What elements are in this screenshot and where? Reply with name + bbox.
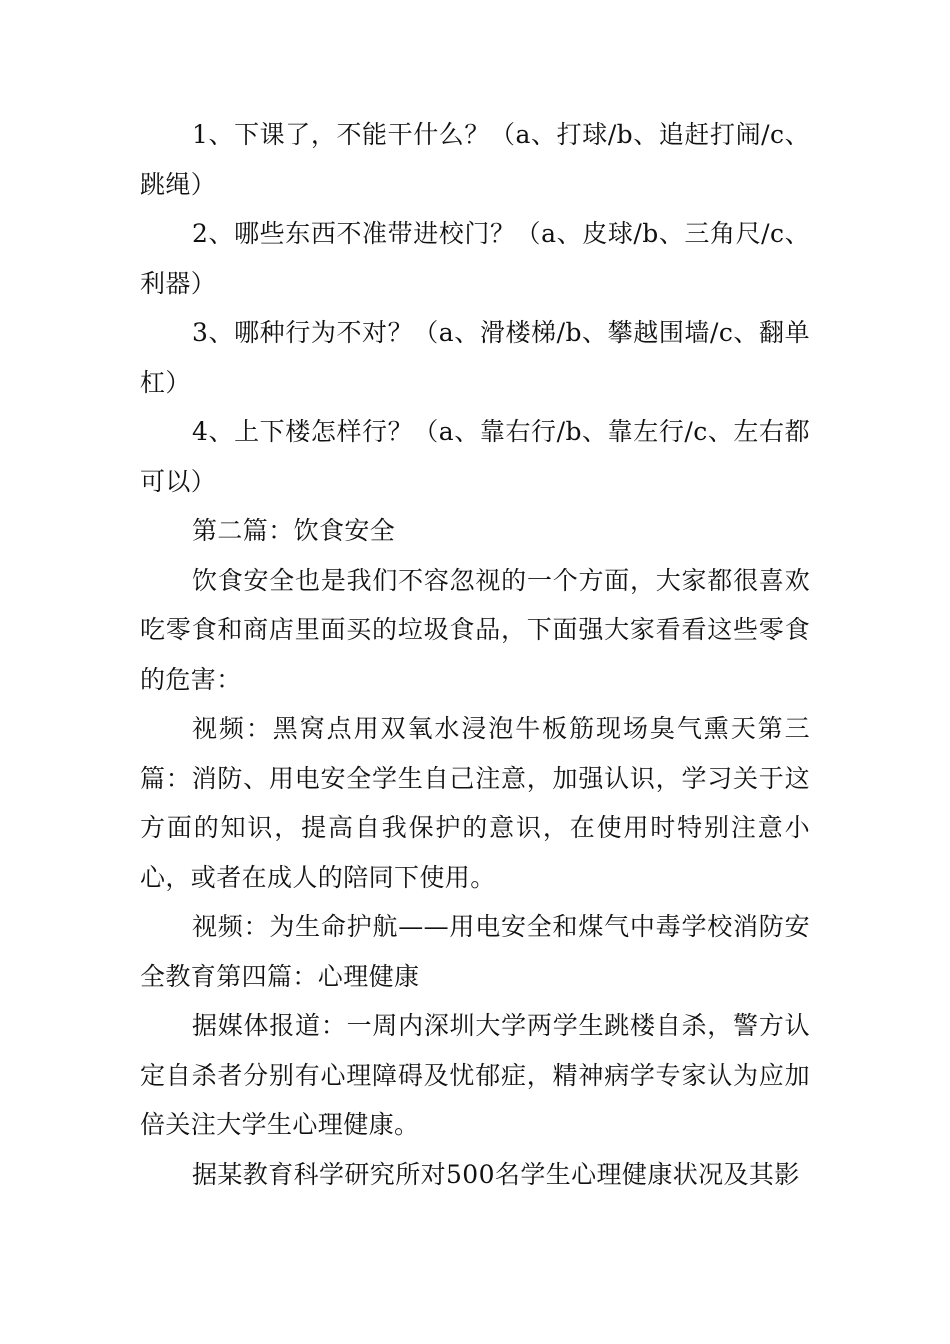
paragraph-video-electric-safety: 视频：为生命护航——用电安全和煤气中毒学校消防安全教育第四篇：心理健康 — [140, 912, 810, 991]
question-3: 3、哪种行为不对？（a、滑楼梯/b、攀越围墙/c、翻单杠） — [140, 318, 810, 397]
paragraph-video-fire-safety: 视频：黑窝点用双氧水浸泡牛板筋现场臭气熏天第三篇：消防、用电安全学生自己注意，加强认识，学习关于这方面的知识，提高自我保护的意识，在使用时特别注意小心，或者在成人的陪同下使用。 — [140, 714, 810, 892]
question-1: 1、下课了，不能干什么？（a、打球/b、追赶打闹/c、跳绳） — [140, 120, 810, 199]
paragraph-media-report: 据媒体报道：一周内深圳大学两学生跳楼自杀，警方认定自杀者分别有心理障碍及忧郁症，精神病学专家认为应加倍关注大学生心理健康。 — [140, 1011, 810, 1139]
paragraph-food-safety: 饮食安全也是我们不容忽视的一个方面，大家都很喜欢吃零食和商店里面买的垃圾食品，下面强大家看看这些零食的危害： — [140, 565, 810, 694]
question-4: 4、上下楼怎样行？（a、靠右行/b、靠左行/c、左右都可以） — [140, 417, 810, 496]
document-body — [140, 110, 810, 1199]
paragraph-survey: 据某教育科学研究所对500名学生心理健康状况及其影 — [192, 1159, 800, 1189]
question-2: 2、哪些东西不准带进校门？（a、皮球/b、三角尺/c、利器） — [140, 219, 810, 298]
section-heading-food-safety: 第二篇：饮食安全 — [192, 516, 396, 545]
